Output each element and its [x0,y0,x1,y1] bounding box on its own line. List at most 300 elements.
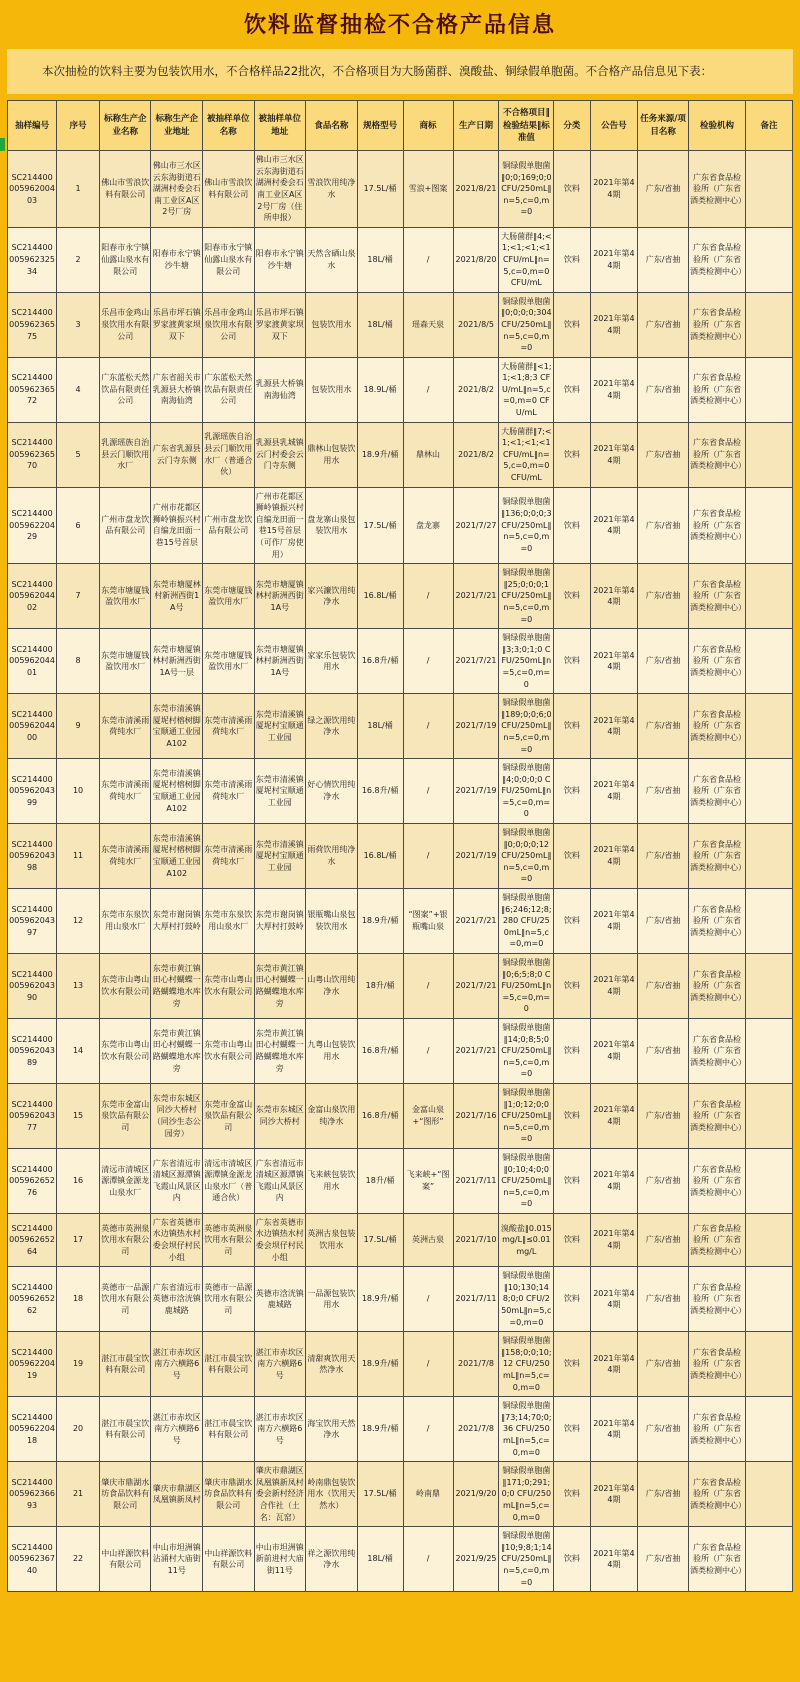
table-cell: 饮料 [554,227,590,292]
table-cell [746,629,793,694]
table-cell: 2 [57,227,100,292]
table-cell: 东莞市清溪镇厦坭村宝顺通工业园 [254,824,306,889]
table-cell: 瑶森天泉 [403,292,453,357]
column-header: 规格型号 [357,101,403,151]
table-cell: 饮料 [554,357,590,422]
table-row [8,1332,793,1397]
table-cell: 2021/7/8 [453,1332,499,1397]
table-cell: 广州市花都区狮岭镇振兴村自编龙田面一巷15号首层（可作厂房使用） [254,487,306,564]
table-cell: / [403,1397,453,1462]
table-cell: 2021/7/11 [453,1148,499,1213]
table-cell: 16 [57,1148,100,1213]
table-cell: 大肠菌群‖<1;1;<1;8;3 CFU/mL‖n=5,c=0,m=0 CFU/mL [499,357,554,422]
table-cell: 2021/7/21 [453,889,499,954]
table-cell: 阳春市永宁镇仙露山泉水有限公司 [203,227,255,292]
table-cell: 5 [57,422,100,487]
table-cell: 家兴濂饮用纯净水 [306,564,358,629]
table-cell: 英洲古泉包装饮用水 [306,1213,358,1266]
table-cell: SC21440000596204397 [8,889,57,954]
table-cell: 饮料 [554,292,590,357]
table-cell: 2021年第44期 [590,1332,638,1397]
table-cell: 湛江市赤坎区南方六横路6号 [254,1397,306,1462]
table-cell: 岭南鼎 [403,1462,453,1527]
table-cell: SC21440000596204401 [8,629,57,694]
table-cell: 18.9升/桶 [357,889,403,954]
table-cell: 广东省食品检验所（广东省酒类检测中心） [688,1018,745,1083]
table-cell: 广东省英德市水边镇热水村委会坝仔村民小组 [254,1213,306,1266]
table-cell [746,1018,793,1083]
table-cell: SC21440000596220429 [8,487,57,564]
table-cell: 大肠菌群‖7;<1;<1;<1;<1CFU/mL‖n=5,c=0,m=0 CFU/mL [499,422,554,487]
table-cell: 铜绿假单胞菌‖0;6;5;8;0 CFU/250mL‖n=5,c=0,m=0 [499,954,554,1019]
table-cell: SC21440000596220418 [8,1397,57,1462]
table-cell [746,227,793,292]
table-cell: 盘龙寨山泉包装饮用水 [306,487,358,564]
table-cell: 广东/省抽 [638,1332,689,1397]
table-cell [746,824,793,889]
table-cell: 东莞市塘厦钱盈饮用水厂 [203,564,255,629]
table-cell: 鼎林山包装饮用水 [306,422,358,487]
table-cell: 广东省食品检验所（广东省酒类检测中心） [688,1462,745,1527]
table-cell: 一品源包装饮用水 [306,1267,358,1332]
table-cell: 乳源县大桥镇南海仙湾 [254,357,306,422]
table-cell: 2021年第44期 [590,629,638,694]
column-header: 任务来源/项目名称 [638,101,689,151]
table-cell: 东莞市塘厦林村新洲西街1A号 [151,564,203,629]
table-cell: 广州市盘龙饮品有限公司 [203,487,255,564]
table-cell: 10 [57,759,100,824]
column-header: 被抽样单位名称 [203,101,255,151]
table-cell: 18.9升/桶 [357,1332,403,1397]
table-cell: 14 [57,1018,100,1083]
table-cell: 英德市浛洸镇鹿城路 [254,1267,306,1332]
table-cell: 16.8升/桶 [357,629,403,694]
table-cell: 2021年第44期 [590,227,638,292]
table-cell: SC21440000596200403 [8,151,57,228]
table-cell: 乳源瑶族自治县云门顺饮用水厂 [99,422,151,487]
column-header: 食品名称 [306,101,358,151]
table-cell: / [403,1527,453,1592]
table-cell: SC21440000596204389 [8,1018,57,1083]
table-cell: 铜绿假单胞菌‖0;0;0;0;304 CFU/250mL‖n=5,c=0,m=0 [499,292,554,357]
table-cell: 东莞市黄江镇田心村蝴蝶一路蝴蝶地水库旁 [254,1018,306,1083]
table-cell: 饮料 [554,824,590,889]
table-cell: 东莞市东城区同沙大桥村（同沙生态公园旁） [151,1083,203,1148]
table-cell: 广东省韶关市乳源县大桥镇南海仙湾 [151,357,203,422]
table-cell: 饮料 [554,629,590,694]
table-cell: 广东省乳源县云门寺东侧 [151,422,203,487]
table-cell: 广东/省抽 [638,889,689,954]
table-cell: 2021/8/2 [453,357,499,422]
table-cell: 广东省食品检验所（广东省酒类检测中心） [688,824,745,889]
table-cell: 东莞市塘厦镇林村新洲西街1A号 [254,629,306,694]
table-cell: 饮料 [554,1018,590,1083]
table-cell: 18L/桶 [357,694,403,759]
table-cell: 中山市坦洲镇沾涌村大庙街11号 [151,1527,203,1592]
table-cell: 18.9升/桶 [357,422,403,487]
table-cell: SC21440000596236575 [8,292,57,357]
table-cell: 佛山市雪浪饮料有限公司 [203,151,255,228]
table-row [8,1083,793,1148]
table-cell: 雪浪饮用纯净水 [306,151,358,228]
table-cell: 广东省食品检验所（广东省酒类检测中心） [688,151,745,228]
table-cell: 东莞市山粤山饮水有限公司 [203,1018,255,1083]
table-cell: 2021年第44期 [590,759,638,824]
table-row [8,564,793,629]
table-row [8,292,793,357]
table-cell: 东莞市清溪雨荷纯水厂 [203,759,255,824]
table-cell: 广东省食品检验所（广东省酒类检测中心） [688,292,745,357]
table-cell: SC21440000596204400 [8,694,57,759]
table-cell: 2021/7/21 [453,629,499,694]
table-cell: 18.9升/桶 [357,1397,403,1462]
table-cell: 东莞市清溪雨荷纯水厂 [99,759,151,824]
table-cell: 中山祥源饮料有限公司 [203,1527,255,1592]
table-row [8,759,793,824]
table-cell: 7 [57,564,100,629]
table-cell: SC21440000596220419 [8,1332,57,1397]
intro-text: 本次抽检的饮料主要为包装饮用水，不合格样品22批次，不合格项目为大肠菌群、溴酸盐、铜绿假单胞菌。不合格产品信息见下表： [42,64,713,78]
table-cell: 铜绿假单胞菌‖10;130;148;0;0 CFU/250mL‖n=5,c=0,m=0 [499,1267,554,1332]
table-cell: 18 [57,1267,100,1332]
table-cell: 16.8升/桶 [357,1018,403,1083]
table-cell: 铜绿假单胞菌‖10;9;8;1;14 CFU/250mL‖n=5,c=0,m=0 [499,1527,554,1592]
table-cell: 广东/省抽 [638,759,689,824]
table-cell: 广东省清远市清城区源潭镇飞霞山风景区内 [254,1148,306,1213]
table-cell: 祥之源饮用纯净水 [306,1527,358,1592]
table-cell: 英洲古泉 [403,1213,453,1266]
table-cell: 广东省食品检验所（广东省酒类检测中心） [688,1397,745,1462]
table-cell: 18.9升/桶 [357,1267,403,1332]
table-cell: 清远市清城区源潭镇金源龙山泉水厂 [99,1148,151,1213]
table-cell: 盘龙寨 [403,487,453,564]
table-cell [746,1462,793,1527]
table-cell: 肇庆市鼎湖水坊食品饮料有限公司 [203,1462,255,1527]
table-cell: 饮料 [554,487,590,564]
table-row [8,1527,793,1592]
table-cell: 2021年第44期 [590,1018,638,1083]
table-cell: / [403,1332,453,1397]
table-cell: 东莞市黄江镇田心村蝴蝶一路蝴蝶地水库旁 [151,1018,203,1083]
table-cell: 海宝饮用天然净水 [306,1397,358,1462]
table-cell: / [403,1267,453,1332]
table-row [8,422,793,487]
table-cell: 16.8L/桶 [357,564,403,629]
table-cell: 2021年第44期 [590,1083,638,1148]
table-cell: 13 [57,954,100,1019]
table-cell: 湛江市晨宝饮料有限公司 [203,1332,255,1397]
table-cell: 饮料 [554,694,590,759]
table-cell: 乳源县乳城镇云门村委会云门寺东侧 [254,422,306,487]
table-cell: “图案”+银瓶嘴山泉 [403,889,453,954]
table-cell: 广东/省抽 [638,227,689,292]
table-cell: 2021/7/27 [453,487,499,564]
table-cell: 湛江市晨宝饮料有限公司 [99,1397,151,1462]
table-body [8,151,793,1592]
table-cell: 铜绿假单胞菌‖25;0;0;0;1 CFU/250mL‖n=5,c=0,m=0 [499,564,554,629]
column-header: 标称生产企业地址 [151,101,203,151]
table-cell: 2021/7/8 [453,1397,499,1462]
table-cell: 2021/8/5 [453,292,499,357]
table-cell [746,954,793,1019]
table-cell: 饮料 [554,954,590,1019]
table-row [8,1462,793,1527]
table-row [8,1148,793,1213]
table-cell: 1 [57,151,100,228]
table-cell: 2021年第44期 [590,422,638,487]
table-cell: 广东省食品检验所（广东省酒类检测中心） [688,629,745,694]
table-cell: SC21440000596204390 [8,954,57,1019]
table-cell: 广东/省抽 [638,1527,689,1592]
table-cell: / [403,954,453,1019]
table-cell: 英德市一品源饮用水有限公司 [203,1267,255,1332]
table-cell: 天然含硒山泉水 [306,227,358,292]
table-cell: 广东省食品检验所（广东省酒类检测中心） [688,694,745,759]
table-cell: 铜绿假单胞菌‖4;0;0;0;0 CFU/250mL‖n=5,c=0,m=0 [499,759,554,824]
table-cell: 饮料 [554,1148,590,1213]
table-cell: 广东/省抽 [638,629,689,694]
column-header: 生产日期 [453,101,499,151]
table-cell: 2021年第44期 [590,694,638,759]
table-cell: 2021年第44期 [590,292,638,357]
table-cell: 饮料 [554,1267,590,1332]
column-header: 不合格项目‖检验结果‖标准值 [499,101,554,151]
column-header: 备注 [746,101,793,151]
table-row [8,694,793,759]
table-cell: 广东省食品检验所（广东省酒类检测中心） [688,889,745,954]
table-cell: 2021年第44期 [590,487,638,564]
table-cell: 东莞市清溪镇厦坭村榕树脚宝顺通工业园A102 [151,759,203,824]
table-cell [746,1213,793,1266]
table-row [8,1267,793,1332]
table-cell: 广东/省抽 [638,1397,689,1462]
table-row [8,1213,793,1266]
table-cell: 广东/省抽 [638,564,689,629]
table-cell: 广东省清远市英德市浛洸镇鹿城路 [151,1267,203,1332]
table-cell: 广东/省抽 [638,1018,689,1083]
table-cell: SC21440000596236693 [8,1462,57,1527]
table-cell: 广东/省抽 [638,1462,689,1527]
table-cell: 广东省食品检验所（广东省酒类检测中心） [688,422,745,487]
table-cell: 东莞市东城区同沙大桥村 [254,1083,306,1148]
column-header: 序号 [57,101,100,151]
table-cell [746,1527,793,1592]
table-cell: 饮料 [554,1213,590,1266]
table-cell: 8 [57,629,100,694]
table-cell: 4 [57,357,100,422]
table-cell: 2021/7/19 [453,824,499,889]
table-cell: 东莞市清溪镇厦坭村宝顺通工业园 [254,694,306,759]
table-row [8,151,793,228]
table-cell: 18L/桶 [357,292,403,357]
table-row [8,1018,793,1083]
table-cell: 2021年第44期 [590,889,638,954]
table-cell: 铜绿假单胞菌‖0;0;0;0;12 CFU/250mL‖n=5,c=0,m=0 [499,824,554,889]
table-cell: 阳春市永宁镇沙牛塘 [151,227,203,292]
table-cell: 绿之源饮用纯净水 [306,694,358,759]
table-cell: 佛山市三水区云东海街道石湖洲村委会石南工业区A区2号厂房 [151,151,203,228]
table-cell: 山粤山饮用纯净水 [306,954,358,1019]
table-cell: SC21440000596204399 [8,759,57,824]
table-cell: 16.8L/桶 [357,824,403,889]
table-cell: 东莞市清溪镇厦坭村榕树脚宝顺通工业园A102 [151,824,203,889]
table-cell [746,151,793,228]
table-cell: 2021/7/16 [453,1083,499,1148]
table-cell [746,759,793,824]
table-cell: 2021年第44期 [590,1267,638,1332]
table-cell: 家家乐包装饮用水 [306,629,358,694]
table-cell: / [403,759,453,824]
table-cell: 广东/省抽 [638,487,689,564]
table-cell: 广东省食品检验所（广东省酒类检测中心） [688,1148,745,1213]
table-cell: 东莞市黄江镇田心村蝴蝶一路蝴蝶地水库旁 [254,954,306,1019]
header-row [8,101,793,151]
table-cell: 湛江市赤坎区南方六横路6号 [151,1397,203,1462]
table-cell: 东莞市清溪镇厦坭村宝顺通工业园 [254,759,306,824]
table-cell: 广东省英德市水边镇热水村委会坝仔村民小组 [151,1213,203,1266]
table-cell: 2021/9/25 [453,1527,499,1592]
table-cell: 15 [57,1083,100,1148]
table-cell: 铜绿假单胞菌‖6;246;12;8;280 CFU/250mL‖n=5,c=0,m=0 [499,889,554,954]
table-cell: 2021/7/10 [453,1213,499,1266]
table-cell: 东莞市清溪雨荷纯水厂 [99,694,151,759]
table-cell: 广东/省抽 [638,694,689,759]
table-cell: / [403,1018,453,1083]
table-cell: / [403,629,453,694]
table-cell: 铜绿假单胞菌‖0;10;4;0;0 CFU/250mL‖n=5,c=0,m=0 [499,1148,554,1213]
table-cell: 广东/省抽 [638,1213,689,1266]
table-cell: 湛江市赤坎区南方六横路6号 [254,1332,306,1397]
table-cell: 乐昌市金鸡山泉饮用水有限公司 [203,292,255,357]
table-cell: 饮料 [554,1527,590,1592]
table-cell: 铜绿假单胞菌‖189;0;0;6;0 CFU/250mL‖n=5,c=0,m=0 [499,694,554,759]
table-row [8,1397,793,1462]
table-cell: 广东/省抽 [638,151,689,228]
table-cell: 广东/省抽 [638,422,689,487]
table-cell: 广东省食品检验所（广东省酒类检测中心） [688,759,745,824]
table-cell: 20 [57,1397,100,1462]
table-cell: 广东省食品检验所（广东省酒类检测中心） [688,954,745,1019]
table-cell: 广东省食品检验所（广东省酒类检测中心） [688,1083,745,1148]
table-cell: 东莞市塘厦钱盈饮用水厂 [99,629,151,694]
table-cell: 清远市清城区源潭镇金源龙山泉水厂（普通合伙） [203,1148,255,1213]
table-cell: 东莞市东泉饮用山泉水厂 [203,889,255,954]
table-row [8,357,793,422]
column-header: 抽样编号 [8,101,57,151]
table-cell: 东莞市塘厦钱盈饮用水厂 [203,629,255,694]
table-cell: 佛山市雪浪饮料有限公司 [99,151,151,228]
table-cell: 铜绿假单胞菌‖0;0;169;0;0 CFU/250mL‖n=5,c=0,m=0 [499,151,554,228]
table-cell: 好心情饮用纯净水 [306,759,358,824]
table-cell: 广东省食品检验所（广东省酒类检测中心） [688,357,745,422]
table-cell: 鼎林山 [403,422,453,487]
page-title: 饮料监督抽检不合格产品信息 [243,13,556,38]
table-cell: SC21440000596204402 [8,564,57,629]
table-cell: 21 [57,1462,100,1527]
table-cell: 18L/桶 [357,227,403,292]
table-cell: 英德市英洲泉饮用水有限公司 [203,1213,255,1266]
table-cell: 佛山市三水区云东海街道石湖洲村委会石南工业区A区2号厂房（住所申报） [254,151,306,228]
table-cell: 2021年第44期 [590,1213,638,1266]
table-cell: 中山祥源饮料有限公司 [99,1527,151,1592]
table-cell: 东莞市清溪镇厦坭村榕树脚宝顺通工业园A102 [151,694,203,759]
table-cell: 9 [57,694,100,759]
table-cell: 东莞市金富山泉饮品有限公司 [99,1083,151,1148]
table-cell: 东莞市谢岗镇大厚村打鼓岭 [151,889,203,954]
table-cell: 金富山泉+“图形” [403,1083,453,1148]
results-table [7,100,793,1592]
table-cell: 饮料 [554,422,590,487]
intro-box [7,49,793,94]
table-cell: 雨荷饮用纯净水 [306,824,358,889]
table-cell: 东莞市金富山泉饮品有限公司 [203,1083,255,1148]
table-cell: 铜绿假单胞菌‖3;3;0;1;0 CFU/250mL‖n=5,c=0,m=0 [499,629,554,694]
table-cell: 广东省食品检验所（广东省酒类检测中心） [688,1213,745,1266]
table-cell: 溴酸盐‖0.015mg/L‖≤0.01mg/L [499,1213,554,1266]
table-cell: 英德市一品源饮用水有限公司 [99,1267,151,1332]
table-cell: 2021/8/2 [453,422,499,487]
table-cell: 广东/省抽 [638,357,689,422]
green-mark [0,138,5,151]
table-cell: 清甜爽饮用天然净水 [306,1332,358,1397]
table-cell [746,1332,793,1397]
table-cell: 包装饮用水 [306,292,358,357]
table-cell: SC21440000596265276 [8,1148,57,1213]
table-cell: 广东省食品检验所（广东省酒类检测中心） [688,1267,745,1332]
table-cell [746,1083,793,1148]
table-cell: 乐昌市坪石镇罗家渡黄家坝双下 [151,292,203,357]
table-cell: 雪浪+图案 [403,151,453,228]
table-cell: 铜绿假单胞菌‖1;0;12;0;0 CFU/250mL‖n=5,c=0,m=0 [499,1083,554,1148]
table-cell [746,889,793,954]
column-header: 公告号 [590,101,638,151]
table-cell: 东莞市塘厦钱盈饮用水厂 [99,564,151,629]
table-row [8,889,793,954]
table-cell: 大肠菌群‖4;<1;<1;<1;<1CFU/mL‖n=5,c=0,m=0 CFU/mL [499,227,554,292]
column-header: 标称生产企业名称 [99,101,151,151]
table-cell: 饮料 [554,759,590,824]
table-cell: 2021年第44期 [590,357,638,422]
table-cell [746,1267,793,1332]
table-cell: 2021年第44期 [590,1527,638,1592]
table-cell: 广东/省抽 [638,824,689,889]
table-cell: / [403,694,453,759]
table-cell: 18L/桶 [357,1527,403,1592]
table-cell: 包装饮用水 [306,357,358,422]
table-cell: 广东/省抽 [638,954,689,1019]
table-cell [746,292,793,357]
table-cell: 铜绿假单胞菌‖136;0;0;0;3 CFU/250mL‖n=5,c=0,m=0 [499,487,554,564]
table-cell: 广东/省抽 [638,1267,689,1332]
table-cell: 16.8升/桶 [357,1083,403,1148]
table-cell: 铜绿假单胞菌‖171;0;291;0;0 CFU/250mL‖n=5,c=0,m=0 [499,1462,554,1527]
table-cell: 湛江市晨宝饮料有限公司 [99,1332,151,1397]
table-cell [746,357,793,422]
table-cell: 岭南鼎包装饮用水（饮用天然水） [306,1462,358,1527]
table-cell [746,694,793,759]
table-cell: 阳春市永宁镇沙牛塘 [254,227,306,292]
table-cell: 19 [57,1332,100,1397]
table-row [8,629,793,694]
table-cell: 东莞市塘厦镇林村新洲西街1A号 [254,564,306,629]
table-cell: 广东省食品检验所（广东省酒类检测中心） [688,564,745,629]
table-cell: 广东省食品检验所（广东省酒类检测中心） [688,1332,745,1397]
table-cell: 乐昌市坪石镇罗家渡黄家坝双下 [254,292,306,357]
table-cell: 11 [57,824,100,889]
table-cell: 东莞市清溪雨荷纯水厂 [203,694,255,759]
table-cell: 2021/8/20 [453,227,499,292]
table-cell: 铜绿假单胞菌‖14;0;8;5;0 CFU/250mL‖n=5,c=0,m=0 [499,1018,554,1083]
